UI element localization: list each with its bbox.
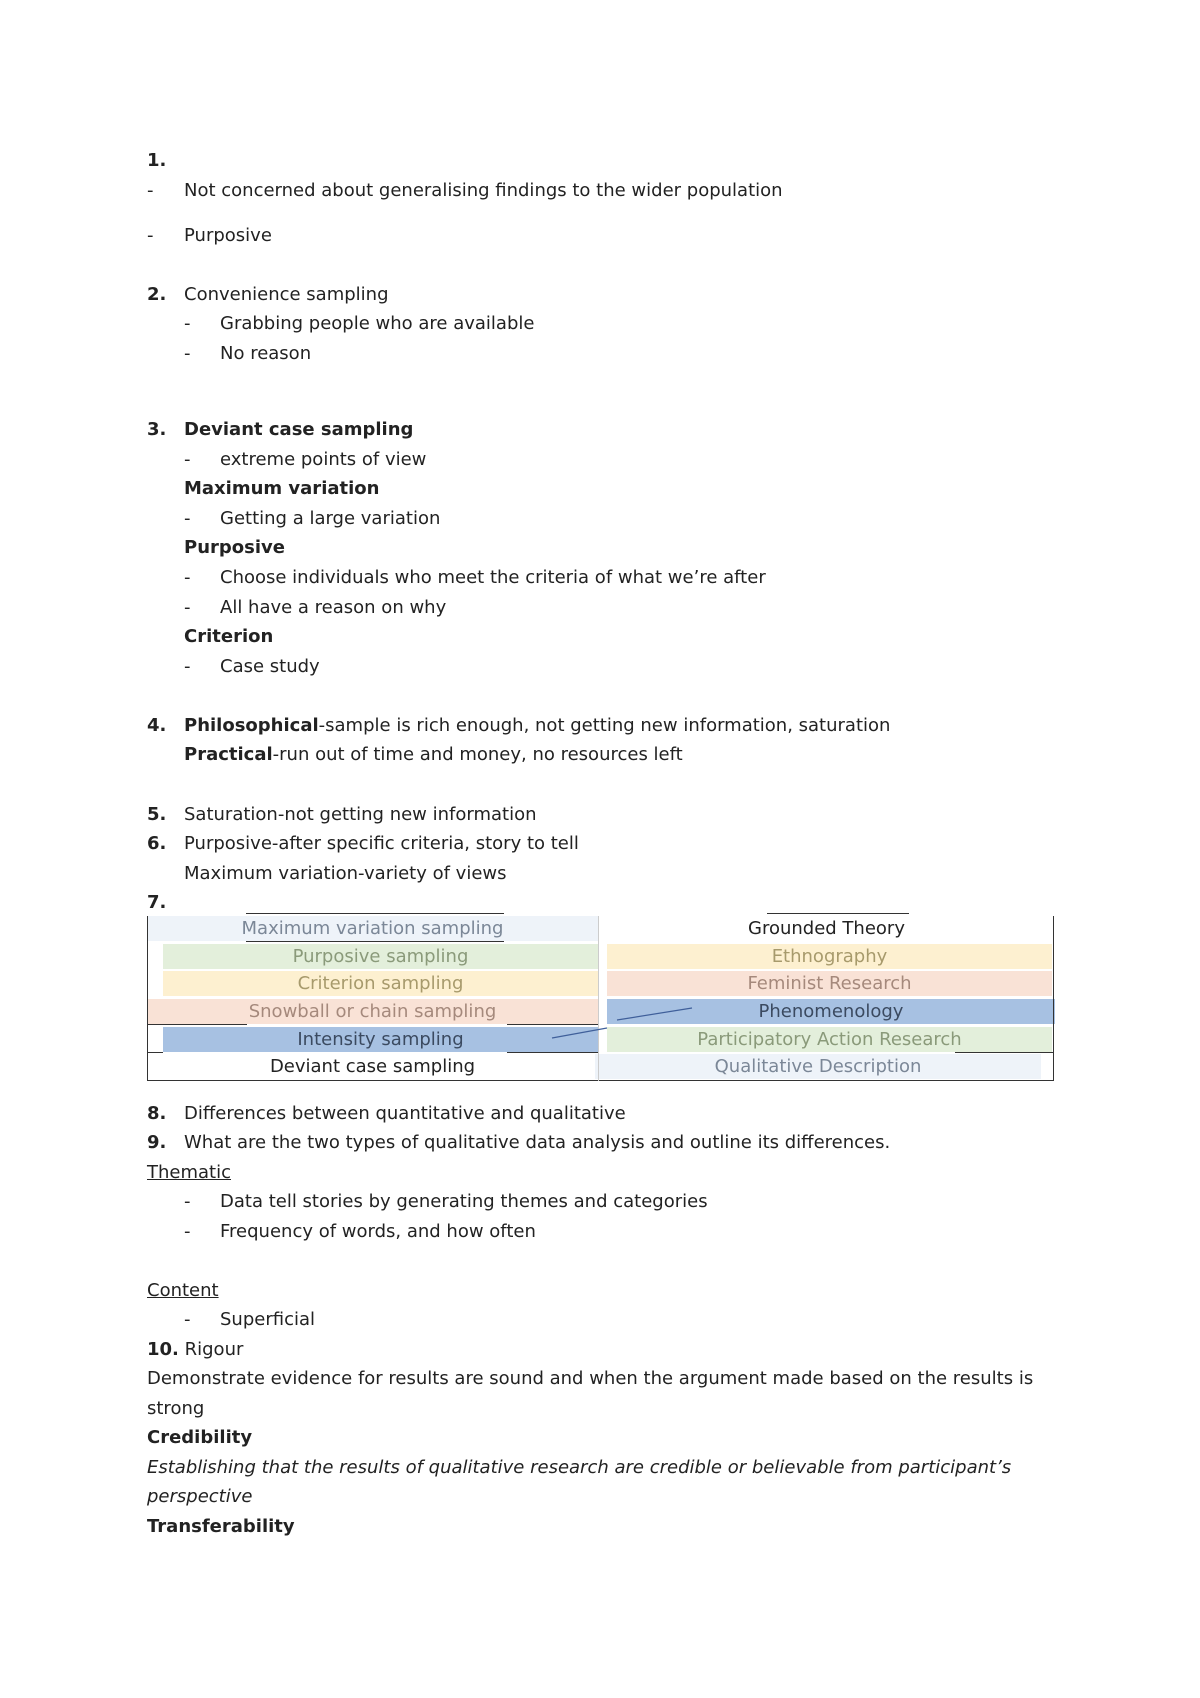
bullet-dash: - bbox=[147, 225, 154, 246]
bullet-dash: - bbox=[184, 597, 191, 618]
bullet-dash: - bbox=[184, 1309, 191, 1330]
item-number-2: 2. bbox=[147, 284, 167, 305]
q3-criterion-heading: Criterion bbox=[184, 626, 274, 647]
right-cell-ethnography: Ethnography bbox=[607, 944, 1052, 969]
left-cell-purposive: Purposive sampling bbox=[163, 944, 598, 969]
right-cell-participatory-action-research: Participatory Action Research bbox=[607, 1027, 1052, 1052]
right-cell-feminist-research: Feminist Research bbox=[607, 971, 1052, 996]
right-cell-phenomenology: Phenomenology bbox=[607, 999, 1055, 1024]
q3-deviant-bullet: extreme points of view bbox=[220, 449, 427, 470]
right-cell-qualitative-description: Qualitative Description bbox=[595, 1054, 1041, 1079]
q4-practical bbox=[184, 744, 683, 766]
q9-text: What are the two types of qualitative data analysis and outline its differences. bbox=[184, 1132, 891, 1153]
item-number-4: 4. bbox=[147, 715, 167, 736]
q3-maxvar-bullet: Getting a large variation bbox=[220, 508, 441, 529]
bullet-dash: - bbox=[184, 567, 191, 588]
q6-text-2: Maximum variation-variety of views bbox=[184, 863, 507, 884]
q3-deviant-heading: Deviant case sampling bbox=[184, 419, 414, 440]
left-cell-snowball: Snowball or chain sampling bbox=[147, 999, 598, 1024]
q5-text: Saturation-not getting new information bbox=[184, 804, 537, 825]
q3-maxvar-heading: Maximum variation bbox=[184, 478, 380, 499]
q10-credibility-heading: Credibility bbox=[147, 1427, 253, 1448]
right-cell-grounded-theory: Grounded Theory bbox=[601, 916, 1052, 941]
q2-bullet-1: Grabbing people who are available bbox=[220, 313, 535, 334]
bullet-dash: - bbox=[184, 1221, 191, 1242]
q10-credibility-line-2: perspective bbox=[147, 1486, 253, 1507]
item-number-10: 10. bbox=[147, 1339, 179, 1360]
q4-philosophical-text: -sample is rich enough, not getting new information, saturation bbox=[318, 715, 891, 736]
q3-purposive-heading: Purposive bbox=[184, 537, 285, 558]
q9-thematic-bullet-2: Frequency of words, and how often bbox=[220, 1221, 536, 1242]
left-cell-intensity: Intensity sampling bbox=[163, 1027, 598, 1052]
q8-text: Differences between quantitative and qualitative bbox=[184, 1103, 626, 1124]
q4-philosophical bbox=[184, 715, 890, 737]
bullet-dash: - bbox=[184, 656, 191, 677]
q10-credibility-line-1: Establishing that the results of qualitative research are credible or believable from participant’s bbox=[147, 1457, 1012, 1478]
q3-purposive-bullet-2: All have a reason on why bbox=[220, 597, 447, 618]
bullet-dash: - bbox=[147, 180, 154, 201]
bullet-dash: - bbox=[184, 343, 191, 364]
q2-bullet-2: No reason bbox=[220, 343, 312, 364]
item-number-6: 6. bbox=[147, 833, 167, 854]
q3-criterion-bullet: Case study bbox=[220, 656, 320, 677]
q9-content-heading: Content bbox=[147, 1280, 219, 1301]
q10-transferability-heading: Transferability bbox=[147, 1516, 295, 1537]
matching-table bbox=[147, 916, 1055, 1081]
table-top-rule-left bbox=[246, 913, 504, 914]
item-number-3: 3. bbox=[147, 419, 167, 440]
item-number-9: 9. bbox=[147, 1132, 167, 1153]
q2-text: Convenience sampling bbox=[184, 284, 389, 305]
bullet-dash: - bbox=[184, 313, 191, 334]
bullet-dash: - bbox=[184, 508, 191, 529]
item-number-1: 1. bbox=[147, 150, 167, 171]
left-cell-deviant-case: Deviant case sampling bbox=[147, 1054, 598, 1079]
q10-definition-line-1: Demonstrate evidence for results are sound and when the argument made based on the results is bbox=[147, 1368, 1034, 1389]
table-top-rule-right bbox=[767, 913, 909, 914]
q10-text: Rigour bbox=[184, 1339, 244, 1360]
pen-stroke-marks bbox=[147, 916, 1055, 1081]
item-number-5: 5. bbox=[147, 804, 167, 825]
q9-content-bullet: Superficial bbox=[220, 1309, 316, 1330]
bullet-dash: - bbox=[184, 449, 191, 470]
q4-practical-text: -run out of time and money, no resources left bbox=[272, 744, 683, 765]
item-number-7: 7. bbox=[147, 892, 167, 913]
left-cell-criterion: Criterion sampling bbox=[163, 971, 598, 996]
q4-philosophical-label: Philosophical bbox=[184, 715, 319, 736]
q9-thematic-bullet-1: Data tell stories by generating themes and categories bbox=[220, 1191, 708, 1212]
bullet-dash: - bbox=[184, 1191, 191, 1212]
q10 bbox=[147, 1339, 243, 1361]
q3-purposive-bullet-1: Choose individuals who meet the criteria of what we’re after bbox=[220, 567, 766, 588]
left-cell-maximum-variation: Maximum variation sampling bbox=[147, 916, 598, 941]
q4-practical-label: Practical bbox=[184, 744, 273, 765]
q9-thematic-heading: Thematic bbox=[147, 1162, 231, 1183]
q1-bullet-1: Not concerned about generalising findings to the wider population bbox=[184, 180, 783, 201]
item-number-8: 8. bbox=[147, 1103, 167, 1124]
q10-definition-line-2: strong bbox=[147, 1398, 205, 1419]
q6-text: Purposive-after specific criteria, story to tell bbox=[184, 833, 579, 854]
q1-bullet-2: Purposive bbox=[184, 225, 272, 246]
